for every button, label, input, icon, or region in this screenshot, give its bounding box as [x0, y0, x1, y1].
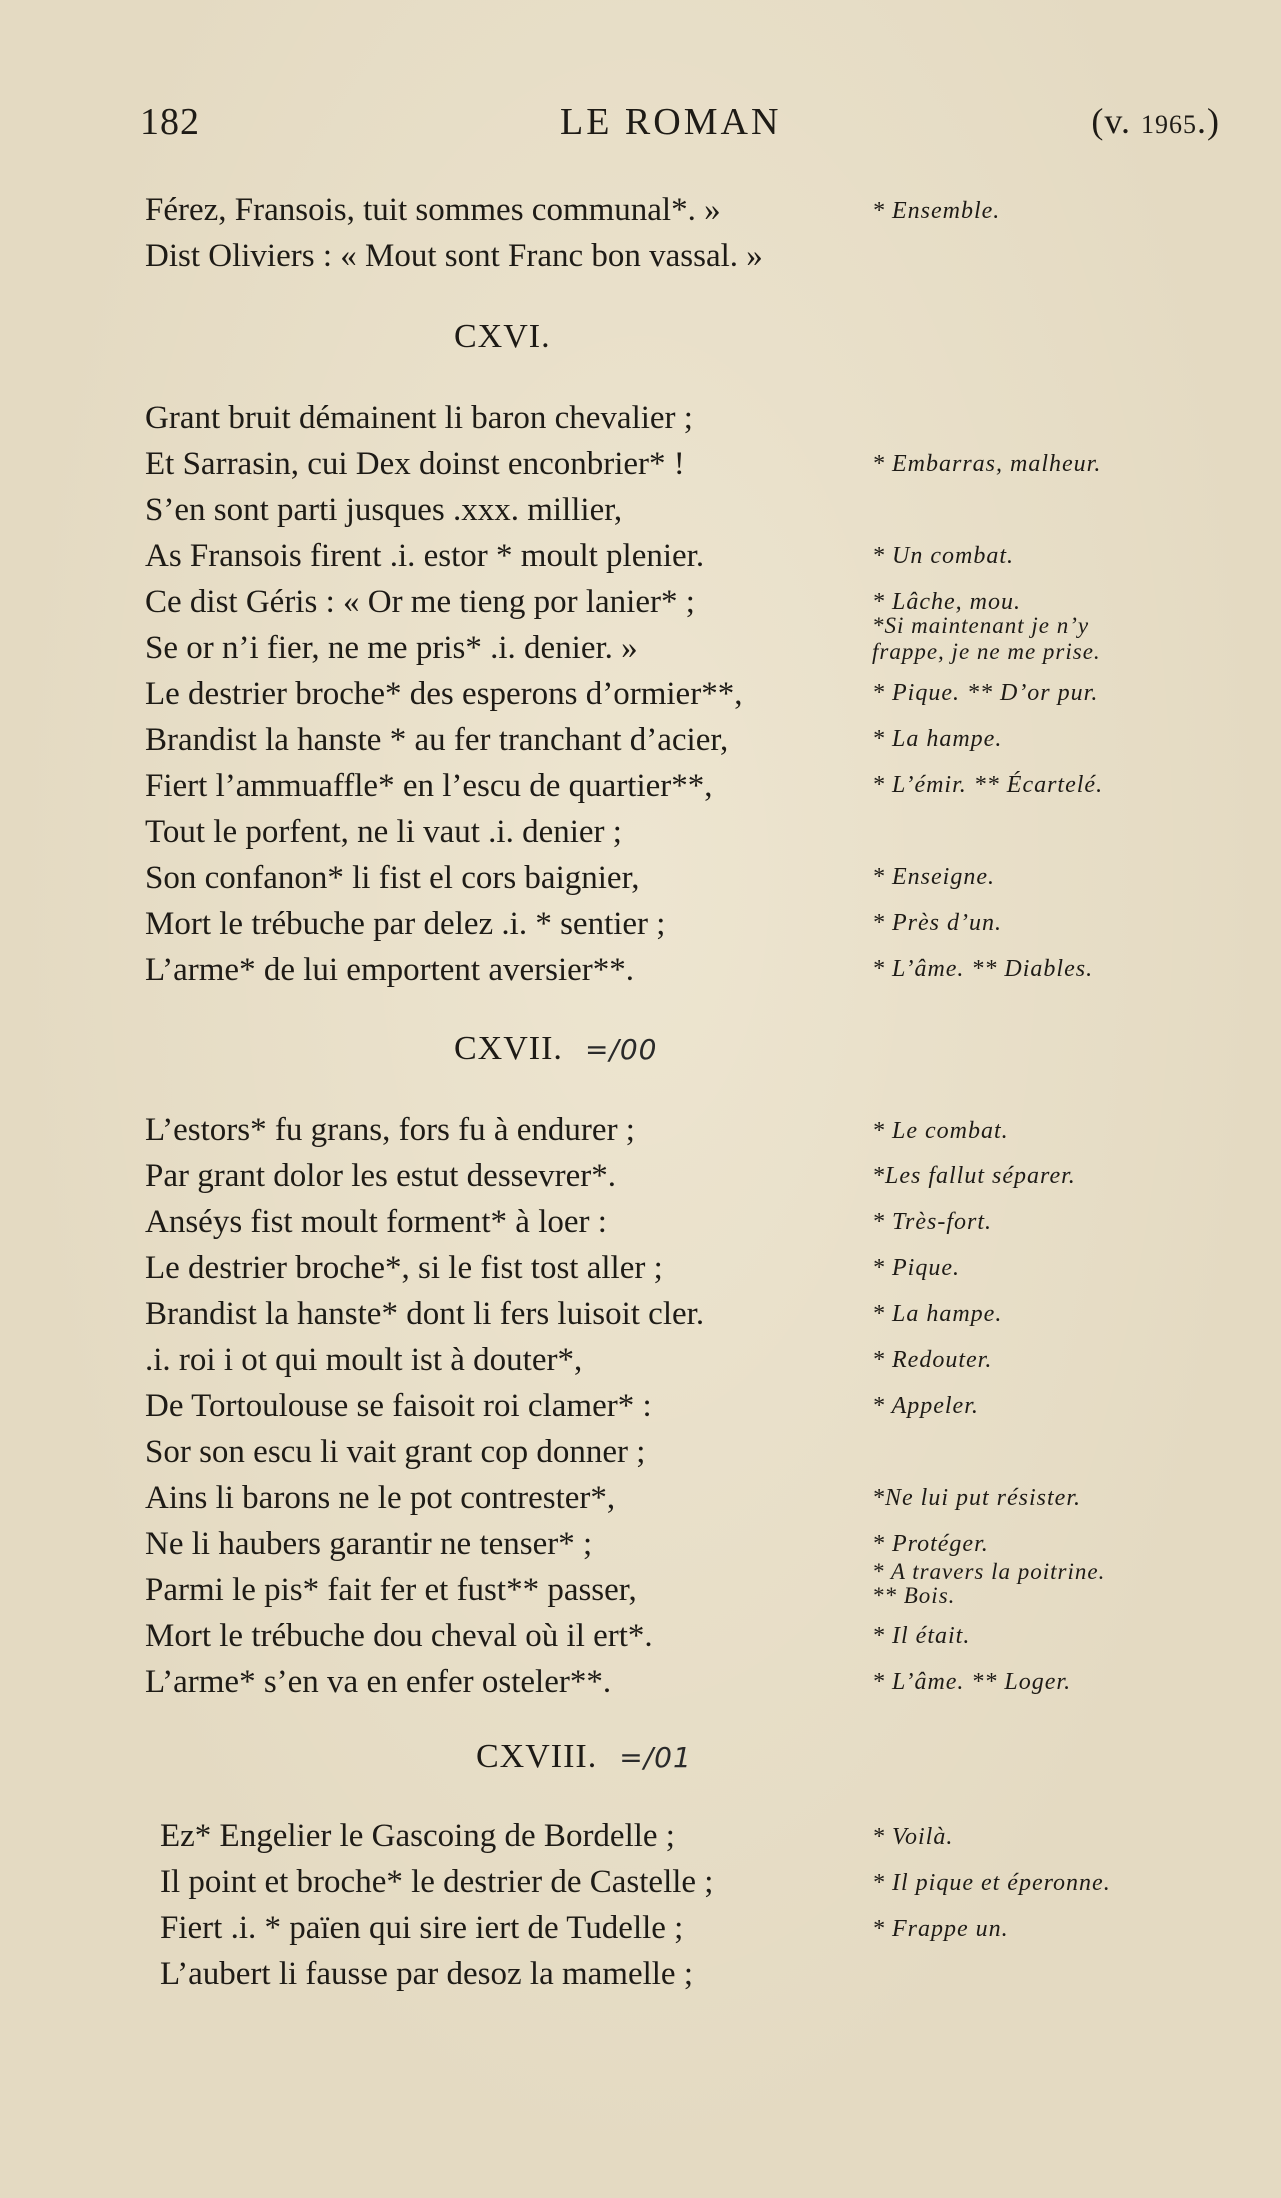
gloss-note: * Pique. [872, 1255, 960, 1281]
gloss-note: * Un combat. [872, 543, 1014, 569]
verse-line: Le destrier broche* des esperons d’ormier**, [145, 676, 743, 712]
verse-line: Tout le porfent, ne li vaut .i. denier ; [145, 814, 622, 850]
verse-line: .i. roi i ot qui moult ist à douter*, [145, 1342, 583, 1378]
gloss-note: * Embarras, malheur. [872, 451, 1102, 477]
verse-line: As Fransois firent .i. estor * moult plenier. [145, 538, 705, 574]
verse-line: Ce dist Géris : « Or me tieng por lanier* ; [145, 584, 695, 620]
verse-line: Mort le trébuche par delez .i. * sentier ; [145, 906, 666, 942]
gloss-note-continued: ** Bois. [872, 1583, 956, 1608]
gloss-note: * Il pique et éperonne. [872, 1870, 1111, 1896]
verse-line: Sor son escu li vait grant cop donner ; [145, 1434, 646, 1470]
verse-line: Grant bruit démainent li baron chevalier ; [145, 400, 693, 436]
verse-line: Son confanon* li fist el cors baignier, [145, 860, 640, 896]
verse-line: Le destrier broche*, si le fist tost aller ; [145, 1250, 663, 1286]
verse-line: Ne li haubers garantir ne tenser* ; [145, 1526, 593, 1562]
verse-line: L’estors* fu grans, fors fu à endurer ; [145, 1112, 635, 1148]
running-title: LE ROMAN [560, 101, 782, 143]
stanza-heading: CXVIII. =/01 [476, 1738, 692, 1775]
gloss-note: * Enseigne. [872, 864, 995, 890]
gloss-note: * La hampe. [872, 1301, 1003, 1327]
page-number: 182 [140, 101, 200, 143]
gloss-note: * Frappe un. [872, 1916, 1009, 1942]
verse-line: Anséys fist moult forment* à loer : [145, 1204, 607, 1240]
verse-line: Fiert .i. * païen qui sire iert de Tudelle ; [160, 1910, 684, 1946]
pencil-annotation: =/01 [619, 1741, 692, 1774]
stanza-heading: CXVII. =/00 [454, 1030, 658, 1067]
gloss-note-continued: frappe, je ne me prise. [872, 639, 1101, 664]
verse-line: Il point et broche* le destrier de Castelle ; [160, 1864, 714, 1900]
gloss-note: * Très-fort. [872, 1209, 993, 1235]
verse-line: L’aubert li fausse par desoz la mamelle ; [160, 1956, 693, 1992]
gloss-note: * A travers la poitrine. [872, 1559, 1106, 1584]
gloss-note: * Il était. [872, 1623, 971, 1649]
verse-line: S’en sont parti jusques .xxx. millier, [145, 492, 623, 528]
gloss-note: * L’âme. ** Diables. [872, 956, 1094, 982]
pencil-annotation: =/00 [584, 1033, 658, 1066]
verse-line: Mort le trébuche dou cheval où il ert*. [145, 1618, 653, 1654]
gloss-note: *Si maintenant je n’y [872, 613, 1090, 638]
verse-line: De Tortoulouse se faisoit roi clamer* : [145, 1388, 652, 1424]
verse-reference: (v. 1965.) [1091, 101, 1220, 141]
gloss-note: * La hampe. [872, 726, 1003, 752]
gloss-note: * Le combat. [872, 1118, 1009, 1144]
verse-line: L’arme* s’en va en enfer osteler**. [145, 1664, 612, 1700]
verse-line: Brandist la hanste* dont li fers luisoit cler. [145, 1296, 705, 1332]
verse-line: Ains li barons ne le pot contrester*, [145, 1480, 616, 1516]
gloss-note: * Lâche, mou. [872, 589, 1021, 615]
verse-line: Parmi le pis* fait fer et fust** passer, [145, 1572, 637, 1608]
gloss-note: * Près d’un. [872, 910, 1002, 936]
gloss-note: * Voilà. [872, 1824, 954, 1850]
verse-line: Ez* Engelier le Gascoing de Bordelle ; [160, 1818, 675, 1854]
gloss-note: * L’âme. ** Loger. [872, 1669, 1072, 1695]
verse-line: Brandist la hanste * au fer tranchant d’acier, [145, 722, 729, 758]
verse-line: Et Sarrasin, cui Dex doinst enconbrier* ! [145, 446, 685, 482]
stanza-heading: CXVI. [454, 318, 551, 355]
gloss-note: *Les fallut séparer. [872, 1163, 1076, 1189]
gloss-note: * Redouter. [872, 1347, 993, 1373]
verse-line: Fiert l’ammuaffle* en l’escu de quartier**, [145, 768, 713, 804]
page-header [140, 100, 1220, 160]
gloss-note: *Ne lui put résister. [872, 1485, 1082, 1511]
verse-line: Férez, Fransois, tuit sommes communal*. » [145, 192, 721, 228]
gloss-note: * Appeler. [872, 1393, 979, 1419]
gloss-note: * L’émir. ** Écartelé. [872, 772, 1104, 798]
gloss-note: * Pique. ** D’or pur. [872, 680, 1099, 706]
verse-line: L’arme* de lui emportent aversier**. [145, 952, 635, 988]
verse-line: Dist Oliviers : « Mout sont Franc bon vassal. » [145, 238, 763, 274]
gloss-note: * Protéger. [872, 1531, 989, 1557]
gloss-note: * Ensemble. [872, 198, 1001, 224]
verse-line: Par grant dolor les estut dessevrer*. [145, 1158, 617, 1194]
verse-line: Se or n’i fier, ne me pris* .i. denier. » [145, 630, 638, 666]
